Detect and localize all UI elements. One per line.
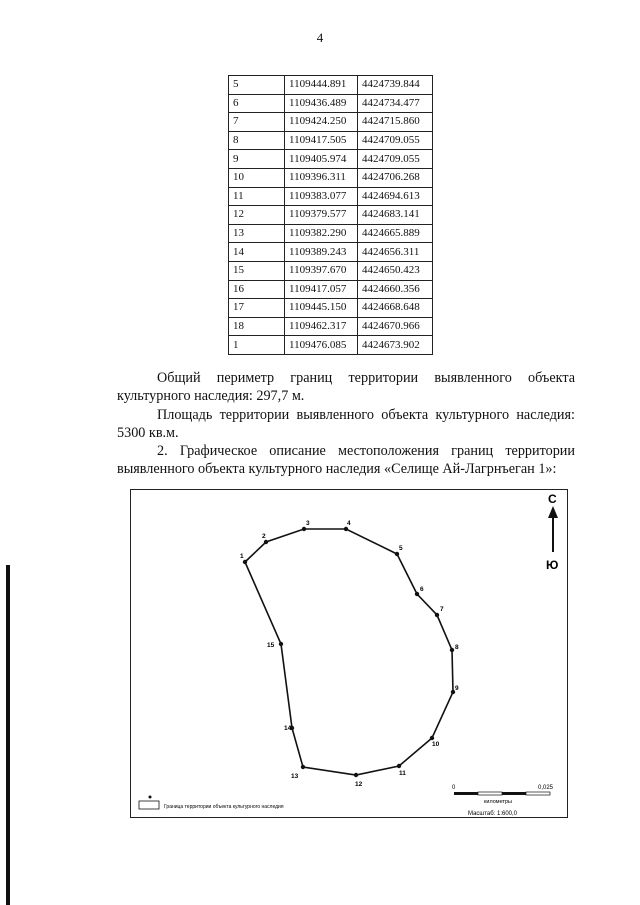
boundary-point-label: 12	[355, 781, 363, 788]
x-coordinate-cell: 1109417.057	[285, 280, 358, 299]
x-coordinate-cell: 1109379.577	[285, 206, 358, 225]
x-coordinate-cell: 1109383.077	[285, 187, 358, 206]
y-coordinate-cell: 4424673.902	[358, 336, 433, 355]
y-coordinate-cell: 4424660.356	[358, 280, 433, 299]
boundary-point-label: 11	[399, 770, 406, 777]
x-coordinate-cell: 1109405.974	[285, 150, 358, 169]
boundary-point	[430, 736, 434, 740]
perimeter-text: Общий периметр границ территории выявленного объекта культурного наследия: 297,7 м.	[117, 370, 575, 404]
boundary-point	[397, 764, 401, 768]
boundary-point-label: 14	[284, 725, 292, 732]
y-coordinate-cell: 4424709.055	[358, 131, 433, 150]
point-number-cell: 13	[229, 224, 285, 243]
y-coordinate-cell: 4424670.966	[358, 317, 433, 336]
point-number-cell: 12	[229, 206, 285, 225]
boundary-point-label: 2	[262, 533, 266, 540]
point-number-cell: 15	[229, 261, 285, 280]
point-number-cell: 17	[229, 299, 285, 318]
boundary-point	[395, 552, 399, 556]
north-arrow-icon	[548, 506, 558, 552]
legend-label: Граница территории объекта культурного наследия	[164, 804, 284, 810]
y-coordinate-cell: 4424650.423	[358, 261, 433, 280]
y-coordinate-cell: 4424656.311	[358, 243, 433, 262]
page-number: 4	[316, 30, 324, 45]
boundary-point	[344, 527, 348, 531]
boundary-point	[301, 765, 305, 769]
scan-edge-line	[6, 565, 10, 905]
boundary-point-label: 3	[306, 520, 310, 527]
scale-bar	[454, 792, 550, 795]
boundary-point	[264, 540, 268, 544]
x-coordinate-cell: 1109445.150	[285, 299, 358, 318]
boundary-point-label: 15	[267, 642, 275, 649]
boundary-point-label: 6	[420, 586, 424, 593]
point-number-cell: 9	[229, 150, 285, 169]
y-coordinate-cell: 4424739.844	[358, 76, 433, 95]
boundary-point-label: 13	[291, 773, 299, 780]
boundary-point	[243, 560, 247, 564]
boundary-point-label: 4	[347, 520, 351, 527]
boundary-point	[302, 527, 306, 531]
x-coordinate-cell: 1109462.317	[285, 317, 358, 336]
section-2-heading: 2. Графическое описание местоположения границ территории выявленного объекта культурного наследия «Селище Ай-Лагрнъеган 1»:	[117, 443, 575, 477]
x-coordinate-cell: 1109417.505	[285, 131, 358, 150]
x-coordinate-cell: 1109476.085	[285, 336, 358, 355]
y-coordinate-cell: 4424694.613	[358, 187, 433, 206]
scale-unit: километры	[484, 799, 512, 805]
y-coordinate-cell: 4424683.141	[358, 206, 433, 225]
boundary-point	[450, 648, 454, 652]
point-number-cell: 6	[229, 94, 285, 113]
legend	[139, 796, 159, 810]
y-coordinate-cell: 4424665.889	[358, 224, 433, 243]
point-number-cell: 1	[229, 336, 285, 355]
x-coordinate-cell: 1109397.670	[285, 261, 358, 280]
boundary-point	[415, 592, 419, 596]
north-label: С	[548, 492, 557, 506]
scale-text: Масштаб: 1:600,0	[468, 811, 518, 817]
point-number-cell: 7	[229, 113, 285, 132]
x-coordinate-cell: 1109382.290	[285, 224, 358, 243]
x-coordinate-cell: 1109444.891	[285, 76, 358, 95]
y-coordinate-cell: 4424715.860	[358, 113, 433, 132]
x-coordinate-cell: 1109424.250	[285, 113, 358, 132]
point-number-cell: 14	[229, 243, 285, 262]
boundary-point-label: 7	[440, 606, 444, 613]
y-coordinate-cell: 4424709.055	[358, 150, 433, 169]
point-number-cell: 11	[229, 187, 285, 206]
boundary-point	[435, 613, 439, 617]
boundary-point	[354, 773, 358, 777]
scale-start: 0	[452, 785, 456, 791]
territory-boundary-line	[245, 529, 453, 775]
boundary-point	[279, 642, 283, 646]
y-coordinate-cell: 4424706.268	[358, 168, 433, 187]
point-number-cell: 8	[229, 131, 285, 150]
boundary-point-label: 9	[455, 685, 459, 692]
y-coordinate-cell: 4424734.477	[358, 94, 433, 113]
y-coordinate-cell: 4424668.648	[358, 299, 433, 318]
x-coordinate-cell: 1109396.311	[285, 168, 358, 187]
point-number-cell: 5	[229, 76, 285, 95]
boundary-point-label: 8	[455, 644, 459, 651]
boundary-point-label: 10	[432, 741, 440, 748]
x-coordinate-cell: 1109436.489	[285, 94, 358, 113]
boundary-point-label: 1	[240, 553, 244, 560]
x-coordinate-cell: 1109389.243	[285, 243, 358, 262]
south-label: Ю	[546, 558, 559, 572]
boundary-point-label: 5	[399, 545, 403, 552]
point-number-cell: 16	[229, 280, 285, 299]
scale-end: 0,025	[538, 785, 554, 791]
area-text: Площадь территории выявленного объекта культурного наследия: 5300 кв.м.	[117, 407, 575, 441]
point-number-cell: 10	[229, 168, 285, 187]
point-number-cell: 18	[229, 317, 285, 336]
